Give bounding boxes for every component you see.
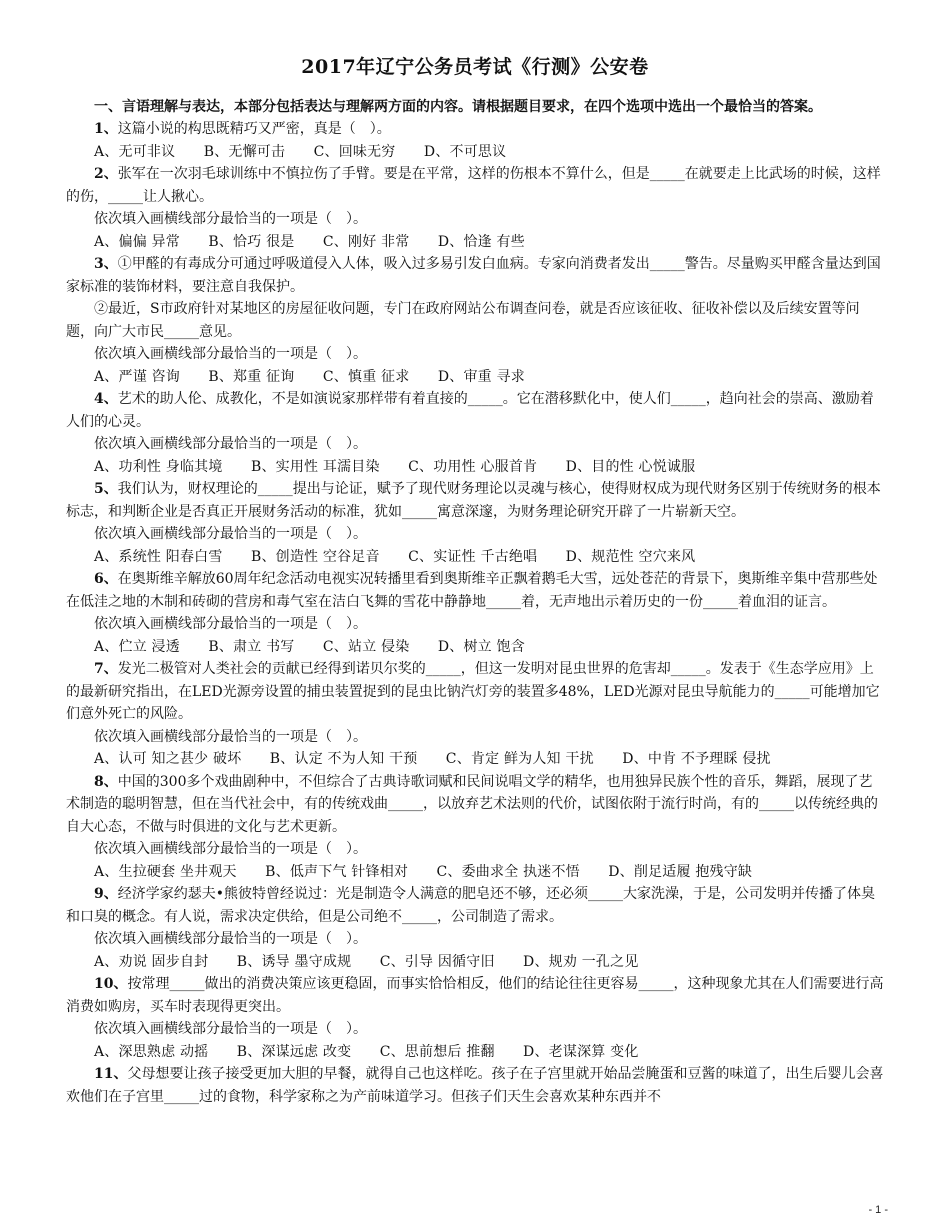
question-text: 中国的300多个戏曲剧种中，不但综合了古典诗歌词赋和民间说唱文学的精华，也用独异民族个性的音乐，舞蹈，展现了艺术制造的聪明智慧，但在当代社会中，有的传统戏曲_____，以放弃艺术法则的代价，试图依附于流行时尚，有的_____以传统经典的自大心态，不做与时俱进的文化与艺术更新。	[66, 773, 878, 835]
question-number: 7、	[94, 661, 118, 677]
question-number: 11、	[94, 1066, 128, 1082]
question-11	[66, 1063, 884, 1108]
section-heading: 一、言语理解与表达，本部分包括表达与理解两方面的内容。请根据题目要求，在四个选项中选出一个最恰当的答案。	[94, 99, 822, 115]
question-8	[66, 771, 884, 839]
question-8-options: A、生拉硬套 坐井观天 B、低声下气 针锋相对 C、委曲求全 执迷不悟 D、削足适履 抱残守缺	[94, 863, 753, 880]
question-6-prompt: 依次填入画横线部分最恰当的一项是（ ）。	[94, 616, 367, 632]
question-8-prompt: 依次填入画横线部分最恰当的一项是（ ）。	[94, 841, 367, 857]
question-9	[66, 883, 884, 928]
question-6-options: A、伫立 浸透 B、肃立 书写 C、站立 侵染 D、树立 饱含	[94, 638, 525, 655]
question-number: 2、	[94, 166, 118, 182]
question-10	[66, 973, 884, 1018]
question-number: 10、	[94, 976, 128, 992]
question-text: 在奥斯维辛解放60周年纪念活动电视实况转播里看到奥斯维辛正飘着鹅毛大雪，远处苍茫的背景下，奥斯维辛集中营那些处在低洼之地的木制和砖砌的营房和毒气室在洁白飞舞的雪花中静静地_____着，无声地出示着历史的一份_____着血泪的证言。	[66, 571, 878, 610]
document-title: 2017年辽宁公务员考试《行测》公安卷	[301, 56, 649, 78]
question-5-prompt: 依次填入画横线部分最恰当的一项是（ ）。	[94, 526, 367, 542]
question-text: 艺术的助人伦、成教化，不是如演说家那样带有着直接的_____。它在潜移默化中，使人们_____，趋向社会的崇高、激励着人们的心灵。	[66, 391, 874, 430]
question-text: 父母想要让孩子接受更加大胆的早餐，就得自己也这样吃。孩子在子宫里就开始品尝腌蛋和豆酱的味道了，出生后婴儿会喜欢他们在子宫里_____过的食物，科学家称之为产前味道学习。但孩子们天生会喜欢某种东西并不	[66, 1066, 884, 1105]
document-page	[66, 52, 884, 1108]
question-1-options: A、无可非议 B、无懈可击 C、回味无穷 D、不可思议	[94, 143, 507, 160]
question-number: 1、	[94, 121, 118, 137]
question-5	[66, 478, 884, 523]
question-number: 3、	[94, 256, 118, 272]
question-10-options: A、深思熟虑 动摇 B、深谋远虑 改变 C、思前想后 推翻 D、老谋深算 变化	[94, 1043, 639, 1060]
question-1	[66, 118, 884, 141]
question-5-options: A、系统性 阳春白雪 B、创造性 空谷足音 C、实证性 千古绝唱 D、规范性 空穴来风	[94, 548, 696, 565]
question-2-options: A、偏偏 异常 B、恰巧 很是 C、刚好 非常 D、恰逢 有些	[94, 233, 525, 250]
question-number: 6、	[94, 571, 118, 587]
question-number: 9、	[94, 886, 118, 902]
page-number: - 1 -	[868, 1204, 888, 1216]
question-2	[66, 163, 884, 208]
question-7	[66, 658, 884, 726]
question-9-options: A、劝说 固步自封 B、诱导 墨守成规 C、引导 因循守旧 D、规劝 一孔之见	[94, 953, 639, 970]
question-4-prompt: 依次填入画横线部分最恰当的一项是（ ）。	[94, 436, 367, 452]
question-4	[66, 388, 884, 433]
question-3-options: A、严谨 咨询 B、郑重 征询 C、慎重 征求 D、审重 寻求	[94, 368, 525, 385]
question-3-prompt: 依次填入画横线部分最恰当的一项是（ ）。	[94, 346, 367, 362]
question-7-options: A、认可 知之甚少 破坏 B、认定 不为人知 干预 C、肯定 鲜为人知 干扰 D、中肯 不予理睬 侵扰	[94, 751, 771, 767]
question-10-prompt: 依次填入画横线部分最恰当的一项是（ ）。	[94, 1021, 367, 1037]
question-2-prompt: 依次填入画横线部分最恰当的一项是（ ）。	[94, 211, 367, 227]
question-text: 发光二极管对人类社会的贡献已经得到诺贝尔奖的_____，但这一发明对昆虫世界的危害却_____。发表于《生态学应用》上的最新研究指出，在LED光源旁设置的捕虫装置捉到的昆虫比钠汽灯旁的装置多48%，LED光源对昆虫导航能力的_____可能增加它们意外死亡的风险。	[66, 661, 880, 722]
question-text: ①甲醛的有毒成分可通过呼吸道侵入人体，吸入过多易引发白血病。专家向消费者发出_____警告。尽量购买甲醛含量达到国家标准的装饰材料，要注意自我保护。	[66, 256, 881, 295]
question-6	[66, 568, 884, 613]
question-text: 我们认为，财权理论的_____提出与论证，赋予了现代财务理论以灵魂与核心，使得财权成为现代财务区别于传统财务的根本标志，和判断企业是否真正开展财务活动的标准，犹如_____寓意深邃，为财务理论研究开辟了一片崭新天空。	[66, 481, 881, 520]
question-text: 按常理_____做出的消费决策应该更稳固，而事实恰恰相反，他们的结论往往更容易_____，这种现象尤其在人们需要进行高消费如购房，买车时表现得更突出。	[66, 976, 884, 1015]
question-9-prompt: 依次填入画横线部分最恰当的一项是（ ）。	[94, 931, 367, 947]
question-number: 8、	[94, 773, 118, 790]
question-4-options: A、功利性 身临其境 B、实用性 耳濡目染 C、功用性 心服首肯 D、目的性 心悦诚服	[94, 458, 696, 475]
question-text: 这篇小说的构思既精巧又严密，真是（ ）。	[117, 121, 391, 137]
question-number: 4、	[94, 391, 118, 407]
question-number: 5、	[94, 481, 118, 497]
question-text: 张军在一次羽毛球训练中不慎拉伤了手臂。要是在平常，这样的伤根本不算什么，但是_____在就要走上比武场的时候，这样的伤，_____让人揪心。	[66, 166, 881, 205]
question-3-text-2: ②最近，S市政府针对某地区的房屋征收问题，专门在政府网站公布调查问卷，就是否应该征收、征收补偿以及后续安置等问题，向广大市民_____意见。	[66, 301, 860, 340]
question-7-prompt: 依次填入画横线部分最恰当的一项是（ ）。	[94, 728, 367, 745]
question-3	[66, 253, 884, 298]
question-text: 经济学家约瑟夫•熊彼特曾经说过：光是制造令人满意的肥皂还不够，还必须_____大家洗澡，于是，公司发明并传播了体臭和口臭的概念。有人说，需求决定供给，但是公司绝不_____，公司制造了需求。	[66, 886, 876, 925]
